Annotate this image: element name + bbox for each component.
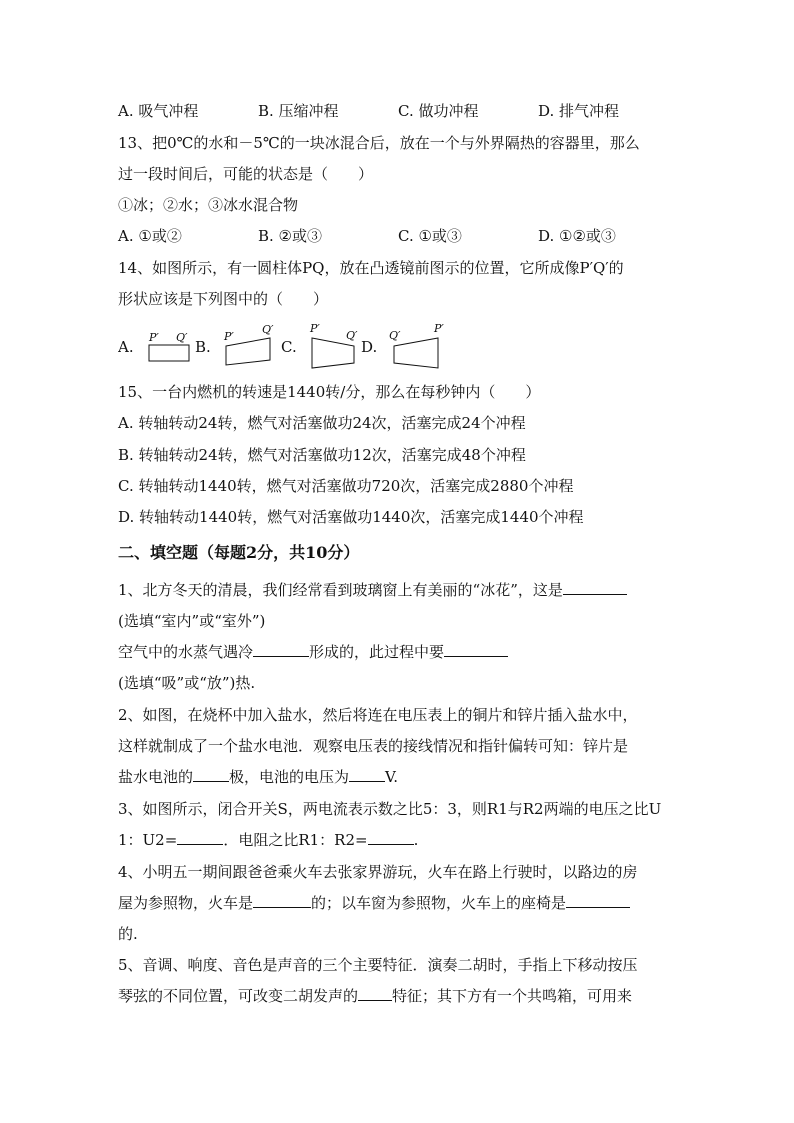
f1-text-a: 1、北方冬天的清晨，我们经常看到玻璃窗上有美丽的“冰花”，这是 xyxy=(118,581,563,599)
f5-blank-1[interactable] xyxy=(358,986,392,1001)
q14-figure-options xyxy=(118,322,458,374)
q14-d-label-q: Q′ xyxy=(389,329,401,342)
f3-text-b2: ．电阻之比R1：R2= xyxy=(223,831,368,849)
q14-figure-svg xyxy=(118,322,458,374)
f2-line-b: 这样就制成了一个盐水电池．观察电压表的接线情况和指针偏转可知：锌片是 xyxy=(118,737,629,755)
f2-text-c1: 盐水电池的 xyxy=(118,768,194,786)
q14-c-label-q: Q′ xyxy=(346,329,358,342)
q13-option-b: B. ②或③ xyxy=(258,227,323,245)
f4-line-b xyxy=(118,893,630,913)
f3-text-b1: 1：U2= xyxy=(118,831,178,849)
f1-text-c2: 形成的，此过程中要 xyxy=(309,643,445,661)
q15-option-c: C. 转轴转动1440转，燃气对活塞做功720次，活塞完成2880个冲程 xyxy=(118,477,574,495)
f2-blank-1[interactable] xyxy=(193,767,229,782)
f3-line-b xyxy=(118,830,418,850)
q14-b-label-q: Q′ xyxy=(262,323,274,336)
f1-blank-2[interactable] xyxy=(253,642,309,657)
f2-blank-2[interactable] xyxy=(349,767,385,782)
q12-option-c: C. 做功冲程 xyxy=(398,102,479,120)
f4-line-c: 的. xyxy=(118,925,138,943)
q14-line2: 形状应该是下列图中的（ ） xyxy=(118,290,329,308)
f2-line-a: 2、如图，在烧杯中加入盐水，然后将连在电压表上的铜片和锌片插入盐水中， xyxy=(118,706,638,724)
f4-blank-2[interactable] xyxy=(566,893,630,908)
f1-line-d: (选填“吸”或“放”)热. xyxy=(118,674,256,692)
q12-option-a: A. 吸气冲程 xyxy=(118,102,199,120)
q13-option-c: C. ①或③ xyxy=(398,227,462,245)
q13-line1: 13、把0℃的水和－5℃的一块冰混合后，放在一个与外界隔热的容器里，那么 xyxy=(118,134,640,152)
f3-blank-2[interactable] xyxy=(368,830,414,845)
q12-option-b: B. 压缩冲程 xyxy=(258,102,339,120)
f2-text-c2: 极，电池的电压为 xyxy=(229,768,350,786)
f1-blank-1[interactable] xyxy=(563,580,627,595)
f5-text-b2: 特征；其下方有一个共鸣箱，可用来 xyxy=(392,987,633,1005)
f1-text-c1: 空气中的水蒸气遇冷 xyxy=(118,643,254,661)
f3-line-a: 3、如图所示，闭合开关S，两电流表示数之比5：3，则R1与R2两端的电压之比U xyxy=(118,800,662,818)
f4-text-b2: 的；以车窗为参照物，火车上的座椅是 xyxy=(311,894,567,912)
q14-letter-d: D. xyxy=(361,338,378,356)
q13-options xyxy=(118,226,678,246)
q12-options xyxy=(118,101,678,121)
f5-line-b xyxy=(118,986,632,1006)
q13-option-d: D. ①②或③ xyxy=(538,227,616,245)
q15-line1: 15、一台内燃机的转速是1440转/分，那么在每秒钟内（ ） xyxy=(118,383,541,401)
f3-blank-1[interactable] xyxy=(177,830,223,845)
f1-blank-3[interactable] xyxy=(444,642,508,657)
f1-line-a xyxy=(118,580,627,600)
q14-c-label-p: P′ xyxy=(310,322,320,335)
q15-option-d: D. 转轴转动1440转，燃气对活塞做功1440次，活塞完成1440个冲程 xyxy=(118,508,584,526)
q15-option-a: A. 转轴转动24转，燃气对活塞做功24次，活塞完成24个冲程 xyxy=(118,414,526,432)
q12-option-d: D. 排气冲程 xyxy=(538,102,620,120)
f5-line-a: 5、音调、响度、音色是声音的三个主要特征．演奏二胡时，手指上下移动按压 xyxy=(118,956,638,974)
f1-line-c xyxy=(118,642,508,662)
f2-text-c3: V. xyxy=(385,768,399,786)
q13-line2: 过一段时间后，可能的状态是（ ） xyxy=(118,165,374,183)
f4-line-a: 4、小明五一期间跟爸爸乘火车去张家界游玩，火车在路上行驶时，以路边的房 xyxy=(118,863,638,881)
q14-d-label-p: P′ xyxy=(434,322,444,335)
q14-a-shape xyxy=(149,345,189,361)
q14-line1: 14、如图所示，有一圆柱体PQ，放在凸透镜前图示的位置，它所成像P′Q′的 xyxy=(118,259,624,277)
f2-line-c xyxy=(118,767,398,787)
q14-c-shape xyxy=(312,338,354,368)
q14-letter-a: A. xyxy=(118,338,134,356)
q13-option-a: A. ①或② xyxy=(118,227,182,245)
q14-d-shape xyxy=(394,338,438,368)
f3-text-b3: . xyxy=(413,831,419,849)
f4-blank-1[interactable] xyxy=(253,893,311,908)
q14-letter-b: B. xyxy=(195,338,211,356)
section2-title: 二、填空题（每题2分，共10分） xyxy=(118,543,360,562)
q15-option-b: B. 转轴转动24转，燃气对活塞做功12次，活塞完成48个冲程 xyxy=(118,446,526,464)
q14-letter-c: C. xyxy=(281,338,297,356)
q13-line3: ①冰；②水；③冰水混合物 xyxy=(118,196,299,214)
q14-a-label-p: P′ xyxy=(149,331,159,344)
f5-text-b1: 琴弦的不同位置，可改变二胡发声的 xyxy=(118,987,359,1005)
q14-b-label-p: P′ xyxy=(224,330,234,343)
q14-a-label-q: Q′ xyxy=(176,331,188,344)
f4-text-b1: 屋为参照物，火车是 xyxy=(118,894,254,912)
f1-line-b: (选填“室内”或“室外”) xyxy=(118,612,266,630)
